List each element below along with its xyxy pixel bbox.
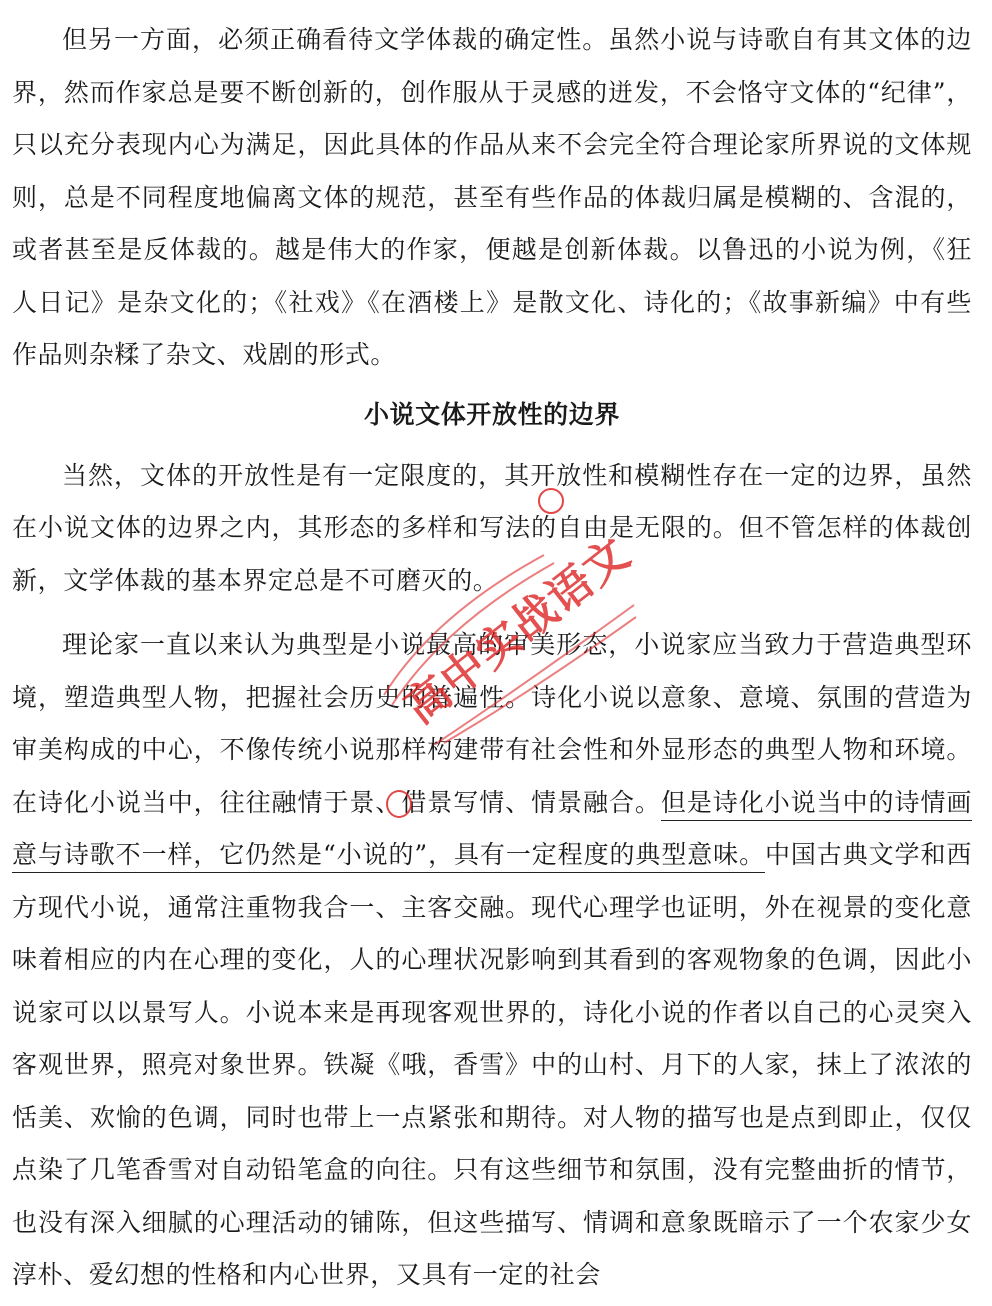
watermark-text: 高中实战语文 (395, 527, 640, 735)
paragraph-text-after: 中国古典文学和西方现代小说，通常注重物我合一、主客交融。现代心理学也证明，外在视景的变化意味着相应的内在心理的变化，人的心理状况影响到其看到的客观物象的色调，因此小说家可以以景写人。小说本来是再现客观世界的，诗化小说的作者以自己的心灵突入客观世界，照亮对象世界。铁凝《哦，香雪》中的山村、月下的人家，抹上了浓浓的恬美、欢愉的色调，同时也带上一点紧张和期待。对人物的描写也是点到即止，仅仅点染了几笔香雪对自动铅笔盒的向往。只有这些细节和氛围，没有完整曲折的情节，也没有深入细腻的心理活动的铺陈，但这些描写、情调和意象既暗示了一个农家少女淳朴、爱幻想的性格和内心世界，又具有一定的社会 (12, 840, 972, 1289)
paragraph-openness-limit: 当然，文体的开放性是有一定限度的，其开放性和模糊性存在一定的边界，虽然在小说文体的边界之内，其形态的多样和写法的自由是无限的。但不管怎样的体裁创新，文学体裁的基本界定总是不可磨灭的。 (12, 460, 972, 595)
paragraph-poetic-novel (12, 619, 972, 1302)
section-heading: 小说文体开放性的边界 (363, 399, 620, 429)
paragraph-genre-certainty: 但另一方面，必须正确看待文学体裁的确定性。虽然小说与诗歌自有其文体的边界，然而作家总是要不断创新的，创作服从于灵感的迸发，不会恪守文体的“纪律”，只以充分表现内心为满足，因此具体的作品从来不会完全符合理论家所界说的文体规则，总是不同程度地偏离文体的规范，甚至有些作品的体裁归属是模糊的、含混的，或者甚至是反体裁的。越是伟大的作家，便越是创新体裁。以鲁迅的小说为例，《狂人日记》是杂文化的；《社戏》《在酒楼上》是散文化、诗化的；《故事新编》中有些作品则杂糅了杂文、戏剧的形式。 (12, 25, 972, 369)
underlined-sentence: 但是诗化小说当中的诗情画意与诗歌不一样，它仍然是“小说的”，具有一定程度的典型意味。 (12, 788, 972, 874)
document-page (12, 14, 972, 1302)
paragraph-text-before: 理论家一直以来认为典型是小说最高的审美形态，小说家应当致力于营造典型环境，塑造典型人物，把握社会历史的普遍性。诗化小说以意象、意境、氛围的营造为审美构成的中心，不像传统小说那样构建带有社会性和外显形态的典型人物和环境。在诗化小说当中，往往融情于景、借景写情、情景融合。 (12, 630, 972, 817)
